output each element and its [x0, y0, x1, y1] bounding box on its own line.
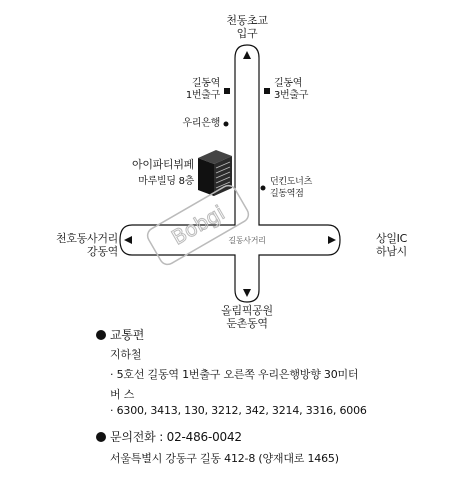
building-name: 아이파티뷔페 — [132, 158, 194, 171]
contact-bullet-icon — [96, 432, 106, 442]
west-label: 천호동사거리 강동역 — [56, 232, 118, 258]
dunkin-label: 던킨도너츠 길동역점 — [270, 177, 312, 199]
bank-label: 우리은행 — [182, 118, 220, 129]
exit1-label: 길동역 1번출구 — [185, 78, 220, 101]
bus-title: 버 스 — [110, 388, 135, 401]
dunkin-marker — [261, 186, 266, 191]
subway-text: · 5호선 길동역 1번출구 오른쪽 우리은행방향 30미터 — [110, 368, 359, 381]
intersection-label: 길동사거리 — [228, 236, 266, 245]
building-icon — [198, 150, 232, 196]
exit3-label: 길동역 3번출구 — [274, 78, 309, 101]
exit3-marker — [264, 88, 270, 94]
transport-title: 교통편 — [110, 328, 145, 342]
subway-title: 지하철 — [110, 348, 142, 361]
contact-line — [110, 430, 242, 444]
contact-title: 문의전화 — [110, 430, 156, 444]
bus-text: · 6300, 3413, 130, 3212, 342, 3214, 3316, 6006 — [110, 404, 367, 417]
north-label: 천동초교 입구 — [226, 14, 268, 40]
east-label: 상일IC 하남시 — [376, 232, 407, 258]
svg-text:Bobgi: Bobgi — [167, 200, 229, 250]
contact-phone: : 02-486-0042 — [155, 430, 242, 444]
info-section — [0, 320, 458, 480]
exit1-marker — [224, 88, 230, 94]
bank-marker — [224, 122, 229, 127]
transport-bullet-icon — [96, 330, 106, 340]
address: 서울특별시 강동구 길동 412-8 (양재대로 1465) — [110, 452, 339, 465]
south-label: 올림픽공원 둔촌동역 — [221, 304, 273, 330]
building-floor: 마루빌딩 8층 — [138, 176, 194, 187]
